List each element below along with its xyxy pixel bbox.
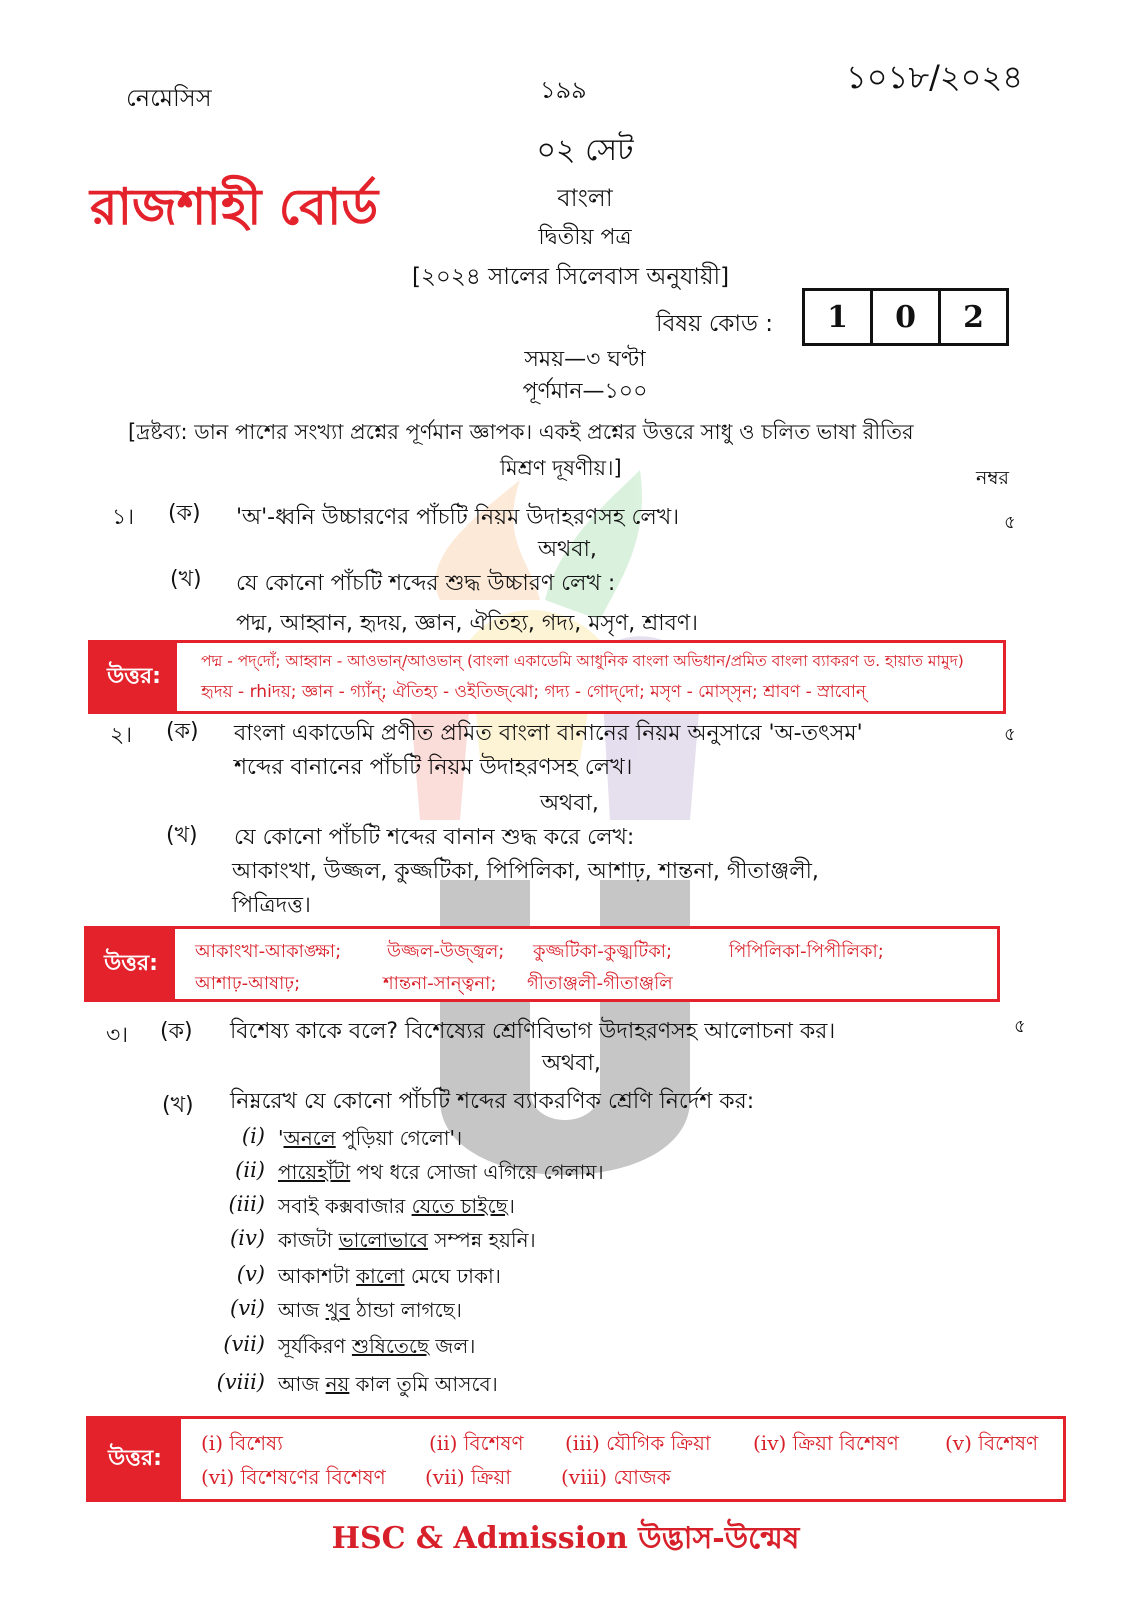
- list-item: [0, 1370, 1131, 1404]
- code-digit: 2: [938, 291, 1006, 343]
- q2-answer: পিপিলিকা-পিপীলিকা;: [729, 941, 884, 962]
- subject-code-box: [802, 288, 1009, 346]
- q1-b-label: (খ): [170, 567, 202, 592]
- q3-answer-box: [86, 1416, 1066, 1502]
- subject-code-label: বিষয় কোড :: [656, 311, 774, 337]
- q2-answer: কুজ্জটিকা-কুজ্ঝটিকা;: [533, 941, 673, 962]
- marks-header: নম্বর: [976, 467, 1009, 489]
- q3-answer: (viii) যোজক: [561, 1465, 671, 1489]
- q3-a-text: বিশেষ্য কাকে বলে? বিশেষ্যের শ্রেণিবিভাগ উদাহরণসহ আলোচনা কর।: [230, 1019, 836, 1044]
- q2-marks: ৫: [1004, 724, 1016, 745]
- list-item: [0, 1192, 1131, 1226]
- q2-b-label: (খ): [166, 823, 198, 848]
- q1-answer-line-1: পদ্ম - পদ্‌দোঁ; আহ্বান - আওভান্/আওভান্ (বাংলা একাডেমি আধুনিক বাংলা অভিধান/প্রমিত বাংলা ব্যাকরণ ড. হায়াত মামুদ): [201, 652, 964, 670]
- q1-answer-box: [88, 640, 1006, 714]
- q3-marks: ৫: [1014, 1016, 1026, 1037]
- item-sentence: পায়েহাঁটা পথ ধরে সোজা এগিয়ে গেলাম।: [278, 1160, 604, 1184]
- item-sentence: আজ নয় কাল তুমি আসবে।: [278, 1372, 498, 1396]
- q3-answer: (vi) বিশেষণের বিশেষণ: [201, 1465, 386, 1489]
- q1-b-text: যে কোনো পাঁচটি শব্দের শুদ্ধ উচ্চারণ লেখ :: [236, 571, 616, 596]
- list-item: [0, 1296, 1131, 1330]
- q3-b-text: নিম্নরেখ যে কোনো পাঁচটি শব্দের ব্যাকরণিক শ্রেণি নির্দেশ কর:: [230, 1089, 755, 1114]
- set-label: ০২ সেট: [536, 133, 634, 168]
- item-number: (vi): [230, 1296, 265, 1320]
- q2-b-words-2: পিত্রিদত্ত।: [232, 893, 311, 918]
- code-digit: 0: [870, 291, 938, 343]
- list-item: [0, 1158, 1131, 1192]
- q2-answer: আশাঢ়-আষাঢ়;: [195, 973, 301, 994]
- list-item: [0, 1226, 1131, 1260]
- item-sentence: আকাশটা কালো মেঘে ঢাকা।: [278, 1264, 501, 1288]
- underlined-word: খুব: [325, 1298, 350, 1322]
- q2-or: অথবা,: [540, 791, 599, 816]
- q2-a-label: (ক): [166, 719, 199, 744]
- paper-name: দ্বিতীয় পত্র: [538, 225, 632, 250]
- q3-answer: (ii) বিশেষণ: [429, 1431, 524, 1455]
- instruction-line-1: [দ্রষ্টব্য: ডান পাশের সংখ্যা প্রশ্নের পূর্ণমান জ্ঞাপক। একই প্রশ্নের উত্তরে সাধু ও চলিত ভাষা রীতির: [128, 420, 914, 444]
- q3-answer: (iii) যৌগিক ক্রিয়া: [565, 1431, 711, 1455]
- q3-answer: (i) বিশেষ্য: [201, 1431, 283, 1455]
- footer-brand: [0, 1514, 1131, 1565]
- list-item: [0, 1124, 1131, 1158]
- q1-marks: ৫: [1004, 512, 1016, 533]
- q2-answer-box: [84, 926, 1000, 1002]
- q2-b-words-1: আকাংখা, উজ্জল, কুজ্জটিকা, পিপিলিকা, আশাঢ়, শান্তনা, গীতাঞ্জলী,: [232, 859, 819, 884]
- q3-b-label: (খ): [162, 1093, 194, 1118]
- page-number: ১৯৯: [540, 76, 587, 104]
- document-code: ১০১৮/২০২৪: [846, 58, 1024, 96]
- answer-label: উত্তর:: [91, 643, 177, 711]
- q1-number: ১।: [112, 505, 135, 530]
- q2-answer: উজ্জল-উজ্জ্বল;: [387, 941, 505, 962]
- syllabus-note: [২০২৪ সালের সিলেবাস অনুযায়ী]: [412, 264, 730, 290]
- subject-name: বাংলা: [557, 184, 613, 212]
- publisher-name: নেমেসিস: [126, 84, 212, 112]
- footer-text-bn: উদ্ভাস-উন্মেষ: [638, 1521, 800, 1556]
- underlined-word: কালো: [356, 1264, 405, 1288]
- q3-answer: (iv) ক্রিয়া বিশেষণ: [753, 1431, 899, 1455]
- item-number: (ii): [235, 1158, 265, 1182]
- q1-b-words: পদ্ম, আহ্বান, হৃদয়, জ্ঞান, ঐতিহ্য, গদ্য, মসৃণ, শ্রাবণ।: [236, 611, 699, 636]
- list-item: [0, 1332, 1131, 1366]
- footer-text-en: HSC & Admission: [331, 1521, 628, 1556]
- item-number: (v): [236, 1262, 265, 1286]
- q2-answer: শান্তনা-সান্ত্বনা;: [383, 973, 497, 994]
- underlined-word: পায়েহাঁটা: [278, 1160, 351, 1184]
- full-marks: পূর্ণমান—১০০: [522, 379, 648, 404]
- q2-answer: গীতাঞ্জলী-গীতাঞ্জলি: [527, 973, 673, 994]
- item-number: (iii): [228, 1192, 265, 1216]
- board-title: রাজশাহী বোর্ড: [90, 177, 379, 236]
- q1-a-label: (ক): [168, 501, 201, 526]
- underlined-word: নয়: [325, 1372, 350, 1396]
- exam-time: সময়—৩ ঘণ্টা: [524, 347, 646, 372]
- item-sentence: কাজটা ভালোভাবে সম্পন্ন হয়নি।: [278, 1228, 536, 1252]
- item-sentence: সবাই কক্সবাজার যেতে চাইছে।: [278, 1194, 515, 1218]
- q1-or: অথবা,: [538, 537, 597, 562]
- q3-a-label: (ক): [160, 1019, 193, 1044]
- q3-or: অথবা,: [542, 1051, 601, 1076]
- item-number: (iv): [230, 1226, 265, 1250]
- item-sentence: 'অনলে পুড়িয়া গেলো'।: [278, 1126, 463, 1150]
- answer-label: উত্তর:: [87, 929, 175, 999]
- underlined-word: যেতে চাইছে: [411, 1194, 508, 1218]
- item-number: (viii): [216, 1370, 265, 1394]
- item-sentence: সূর্যকিরণ শুষিতেছে জল।: [278, 1334, 476, 1358]
- underlined-word: শুষিতেছে: [351, 1334, 430, 1358]
- q3-number: ৩।: [106, 1023, 129, 1048]
- q1-a-text: 'অ'-ধ্বনি উচ্চারণের পাঁচটি নিয়ম উদাহরণসহ লেখ।: [236, 505, 680, 530]
- q2-answer: আকাংখা-আকাঙ্ক্ষা;: [195, 941, 342, 962]
- q1-answer-line-2: হৃদয় - rhiদয়; জ্ঞান - গ্যাঁন্; ঐতিহ্য - ওইতিজ্‌ঝো; গদ্য - গোদ্‌দো; মসৃণ - মোস্‌সৃন; শ্রাবণ - স্রাবোন্: [201, 682, 867, 702]
- list-item: [0, 1262, 1131, 1296]
- item-number: (i): [241, 1124, 265, 1148]
- q2-a-line-1: বাংলা একাডেমি প্রণীত প্রমিত বাংলা বানানের নিয়ম অনুসারে 'অ-তৎসম': [234, 721, 863, 746]
- q2-number: ২।: [110, 723, 133, 748]
- item-number: (vii): [223, 1332, 265, 1356]
- q2-a-line-2: শব্দের বানানের পাঁচটি নিয়ম উদাহরণসহ লেখ।: [234, 755, 633, 780]
- q3-answer: (v) বিশেষণ: [945, 1431, 1039, 1455]
- underlined-word: অনলে: [283, 1126, 336, 1150]
- underlined-word: ভালোভাবে: [338, 1228, 429, 1252]
- q3-answer: (vii) ক্রিয়া: [425, 1465, 512, 1489]
- q2-b-text: যে কোনো পাঁচটি শব্দের বানান শুদ্ধ করে লেখ:: [234, 825, 635, 850]
- item-sentence: আজ খুব ঠান্ডা লাগছে।: [278, 1298, 462, 1322]
- code-digit: 1: [827, 299, 848, 335]
- answer-label: উত্তর:: [89, 1419, 181, 1499]
- instruction-line-2: মিশ্রণ দূষণীয়।]: [500, 456, 622, 480]
